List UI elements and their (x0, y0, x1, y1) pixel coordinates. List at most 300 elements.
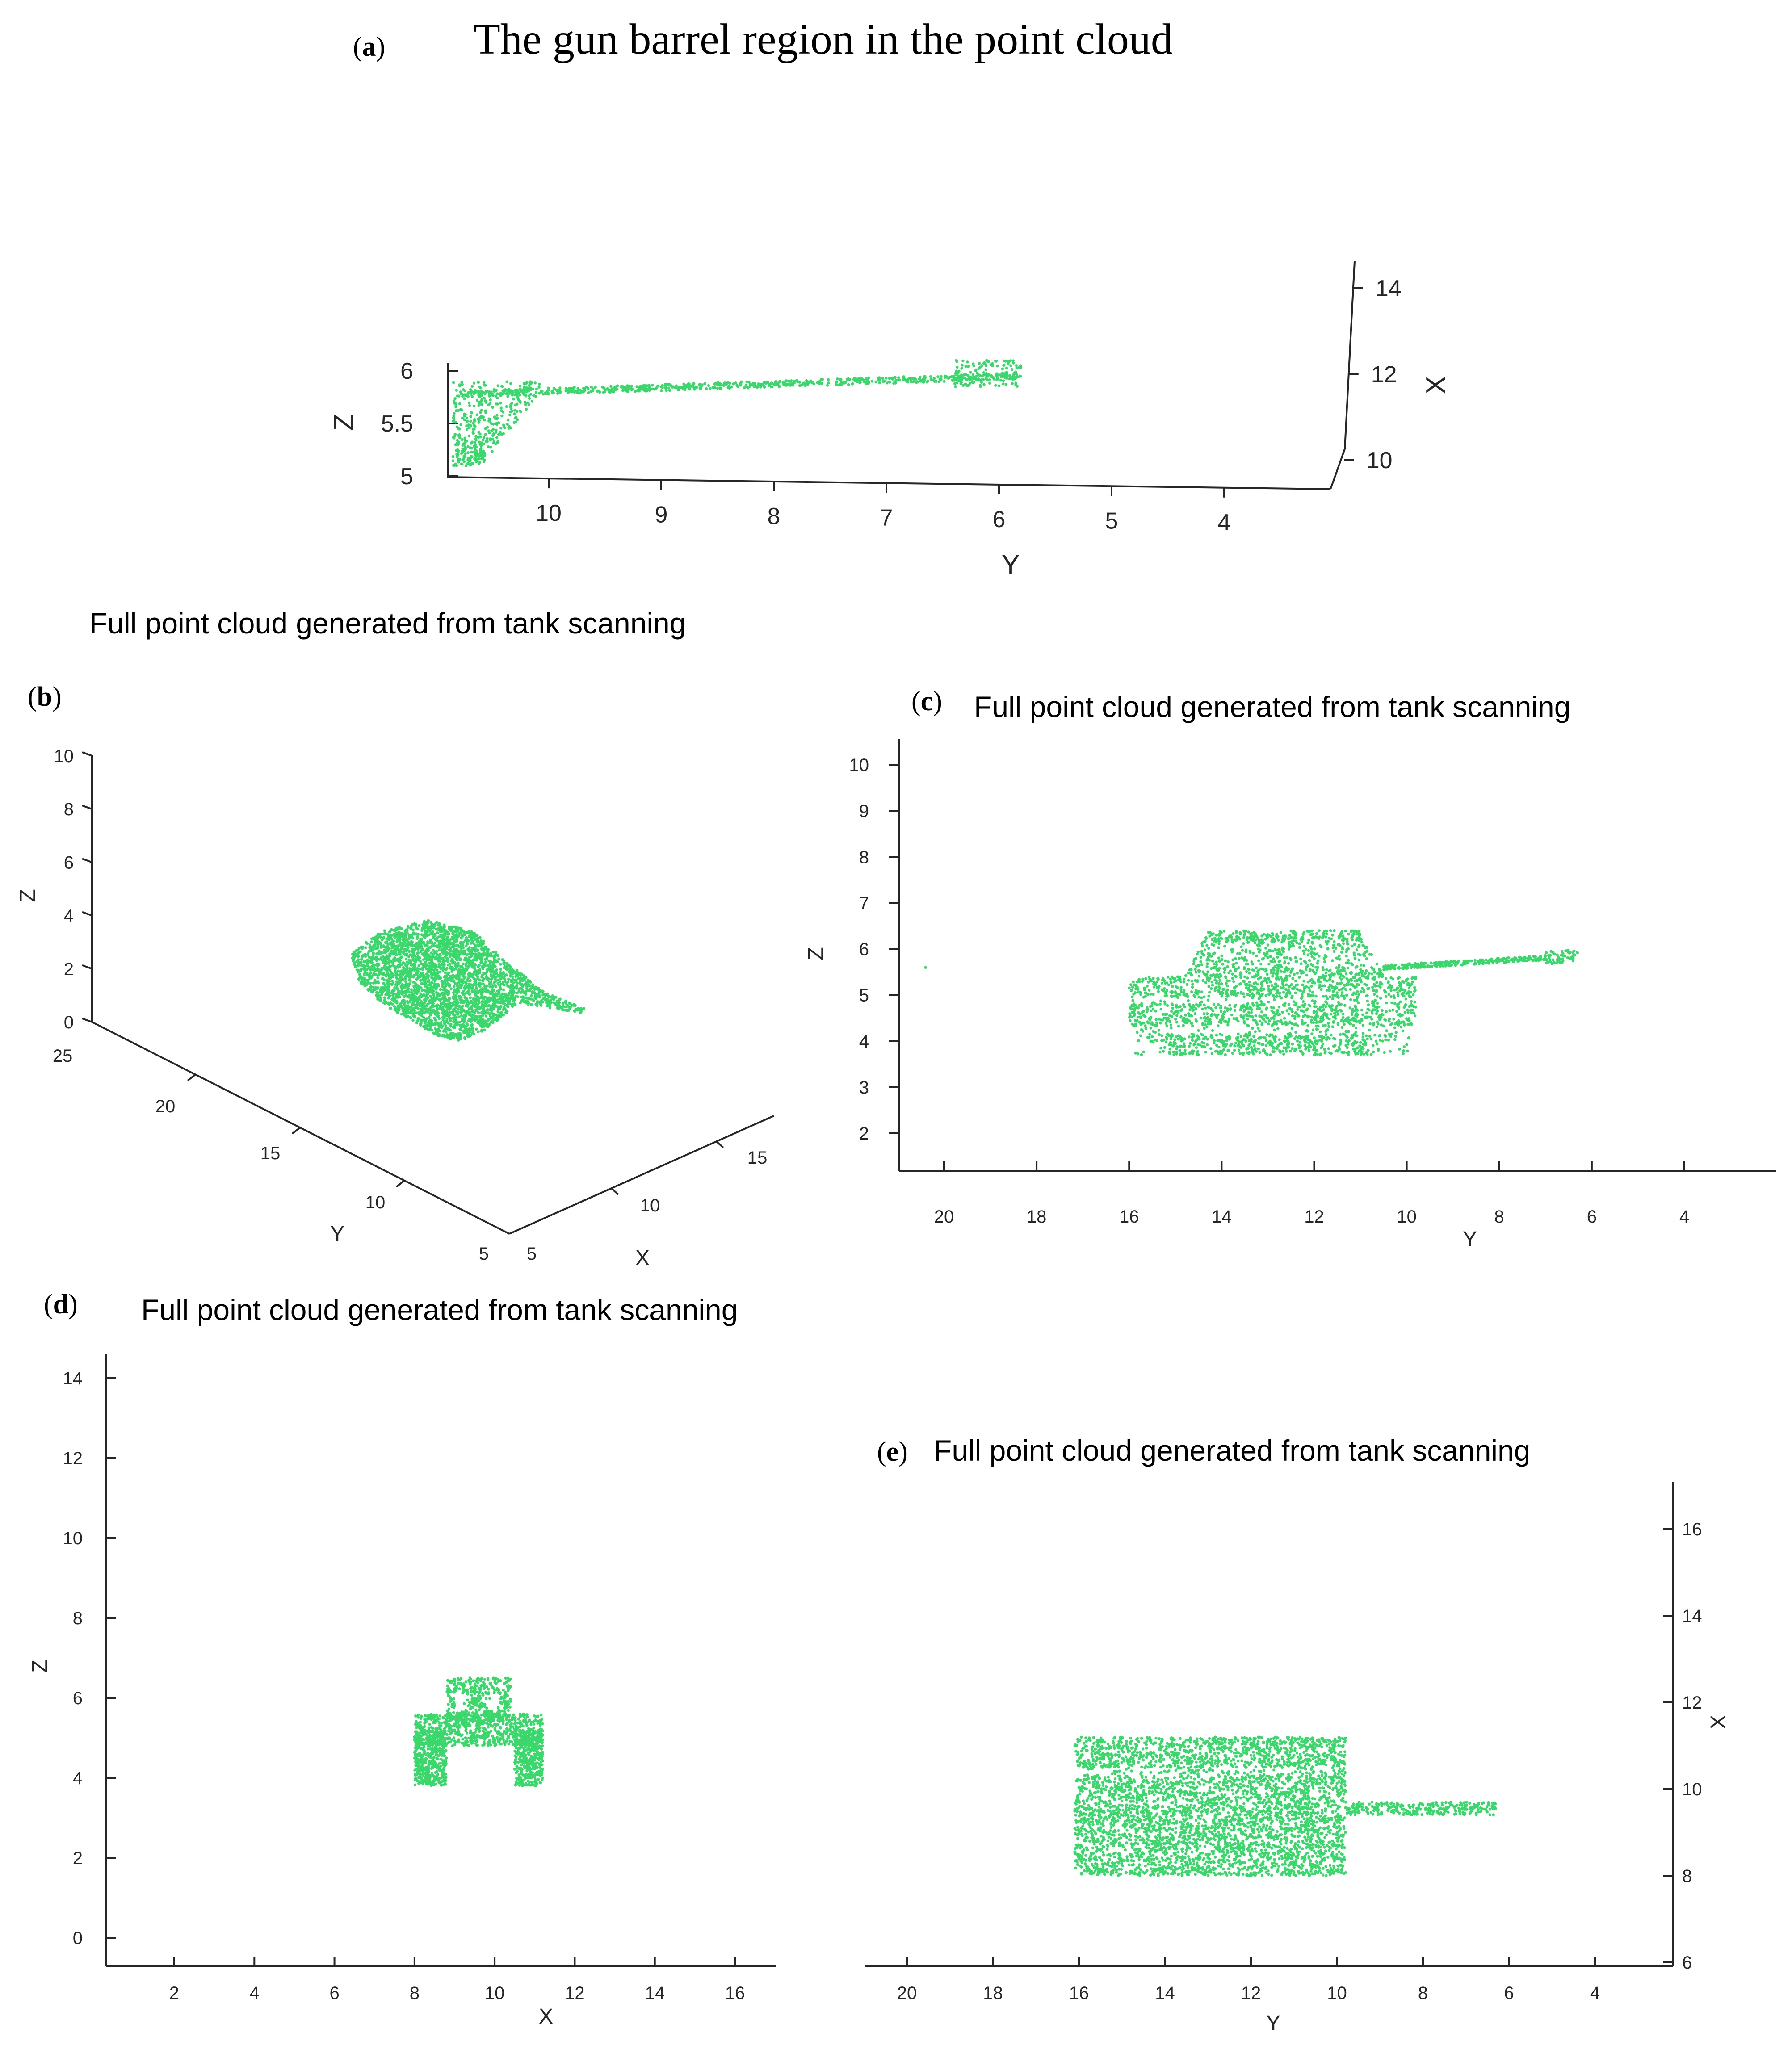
c-y-tick-label: 18 (1026, 1207, 1047, 1227)
a-point (555, 389, 558, 391)
b-point (383, 965, 386, 968)
b-point (464, 996, 466, 999)
b-point (367, 952, 369, 955)
b-point (445, 931, 448, 934)
b-point (430, 968, 432, 971)
b-point (509, 972, 512, 975)
a-point (464, 440, 466, 443)
a-point (489, 398, 492, 401)
b-point (465, 1011, 468, 1014)
a-point (857, 377, 860, 380)
b-point (499, 1005, 502, 1008)
b-point (413, 948, 416, 951)
a-point (473, 382, 475, 385)
b-point (473, 955, 476, 958)
a-point (839, 378, 842, 381)
a-y-tick-label: 4 (1217, 509, 1231, 536)
a-point (919, 376, 921, 378)
b-point (430, 965, 432, 968)
b-point (418, 924, 420, 927)
a-point (761, 383, 764, 386)
b-point (375, 952, 378, 955)
b-point (380, 956, 383, 959)
a-point (514, 389, 517, 392)
b-point (489, 985, 491, 988)
b-point (434, 972, 436, 975)
b-point (432, 963, 435, 966)
a-point (483, 443, 485, 445)
b-point (379, 989, 382, 992)
b-point (471, 959, 474, 962)
b-point (393, 986, 396, 989)
b-point (501, 958, 504, 961)
a-point (961, 360, 964, 362)
b-point (424, 1022, 426, 1024)
b-point (385, 975, 387, 977)
b-point (435, 937, 438, 940)
b-point (405, 954, 408, 956)
b-point (414, 997, 416, 999)
a-point (1003, 364, 1005, 366)
b-point (500, 994, 503, 997)
b-point (409, 979, 411, 982)
b-z-tick-label: 10 (54, 746, 74, 766)
b-point (403, 984, 406, 986)
b-point (456, 962, 459, 965)
b-point (372, 955, 374, 958)
b-point (398, 1006, 401, 1008)
a-point (462, 388, 465, 391)
a-y-tick-label: 5 (1105, 508, 1118, 534)
b-point (377, 981, 380, 984)
b-point (373, 965, 375, 968)
a-point (499, 402, 502, 404)
b-point (456, 929, 459, 932)
b-point (511, 1003, 513, 1006)
a-point (483, 397, 486, 399)
b-point (439, 955, 441, 958)
b-point (462, 951, 465, 954)
b-point (538, 994, 541, 997)
b-point (441, 985, 444, 987)
b-point (506, 1000, 509, 1002)
a-point (456, 439, 459, 442)
a-point (963, 377, 966, 379)
a-z-axis-title: Z (328, 414, 359, 431)
a-point (722, 384, 725, 387)
b-point (506, 963, 509, 966)
a-point (494, 395, 497, 398)
a-point (502, 432, 505, 435)
c-z-tick-label: 7 (859, 893, 869, 914)
a-point (783, 381, 786, 383)
b-point (423, 935, 425, 938)
a-point (473, 405, 475, 407)
b-point (438, 963, 441, 966)
a-point (464, 446, 466, 449)
b-point (441, 1009, 444, 1011)
b-point (465, 1004, 467, 1007)
b-point (445, 989, 448, 992)
a-point (462, 457, 465, 460)
a-point (821, 378, 824, 381)
b-point (443, 1000, 446, 1002)
a-point (525, 381, 528, 384)
a-point (719, 386, 722, 389)
a-point (665, 388, 667, 391)
b-point (415, 986, 418, 989)
b-z-tick (82, 912, 92, 916)
b-point (499, 972, 502, 975)
a-point (458, 402, 461, 405)
b-point (399, 932, 402, 934)
a-point (895, 379, 898, 382)
a-point (473, 451, 475, 453)
b-point (374, 973, 377, 976)
b-point (520, 1000, 523, 1003)
a-point (933, 377, 936, 380)
b-x-tick-label: 15 (747, 1148, 768, 1168)
a-point (995, 374, 998, 377)
a-point (594, 386, 597, 389)
b-point (523, 983, 526, 985)
b-point (476, 997, 478, 1000)
b-point (436, 1003, 439, 1006)
b-point (394, 996, 397, 999)
a-point (881, 377, 884, 380)
c-point (1339, 1033, 1342, 1036)
b-point (439, 1023, 442, 1026)
b-point (497, 998, 500, 1001)
b-point (439, 988, 442, 991)
b-point (383, 929, 386, 932)
b-point (490, 1010, 493, 1012)
b-point (462, 1002, 465, 1004)
b-point (445, 1031, 447, 1033)
b-point (567, 1009, 569, 1011)
a-point (474, 448, 477, 451)
b-point (429, 1006, 432, 1009)
b-point (434, 999, 436, 1002)
b-point (442, 960, 445, 963)
a-x-axis-line (1345, 261, 1355, 449)
a-point (826, 384, 829, 386)
b-point (445, 938, 448, 940)
b-point (430, 941, 433, 943)
b-point (396, 983, 399, 986)
b-point (423, 922, 426, 925)
a-point (651, 384, 654, 386)
a-point (499, 393, 502, 395)
a-point (1012, 372, 1015, 375)
a-point (495, 431, 497, 434)
a-point (475, 451, 478, 454)
a-point (459, 408, 462, 411)
a-point (902, 376, 905, 378)
a-point (499, 431, 502, 433)
a-point (464, 413, 467, 415)
c-point (1325, 1033, 1327, 1036)
a-point (524, 401, 526, 403)
b-point (474, 973, 477, 976)
b-point (380, 993, 383, 996)
b-point (411, 948, 413, 951)
c-z-tick-label: 2 (859, 1124, 869, 1144)
b-point (490, 993, 492, 995)
a-point (921, 378, 924, 381)
b-point (357, 964, 360, 967)
b-point (443, 925, 445, 927)
b-point (483, 946, 486, 949)
b-point (385, 961, 387, 964)
b-point (460, 1014, 463, 1017)
a-y-tick-label: 10 (536, 500, 562, 527)
b-point (499, 988, 502, 990)
a-point (912, 380, 915, 383)
b-point (396, 981, 399, 983)
panel-a-letter: (a) (353, 32, 386, 62)
b-point (457, 1011, 460, 1014)
b-z-tick-label: 2 (63, 959, 74, 979)
b-point (502, 989, 505, 991)
b-point (487, 948, 490, 951)
b-point (376, 967, 379, 970)
b-point (411, 937, 414, 939)
a-x-axis-title: X (1421, 376, 1452, 394)
b-point (374, 988, 377, 990)
a-point (538, 383, 541, 386)
b-point (421, 1019, 424, 1022)
b-point (412, 958, 415, 960)
b-point (405, 964, 407, 966)
b-point (387, 983, 390, 986)
a-point (774, 381, 776, 384)
b-point (523, 977, 525, 980)
b-point (407, 1006, 410, 1009)
a-point (457, 461, 460, 463)
c-point (1269, 1053, 1272, 1056)
b-point (403, 932, 406, 935)
c-y-tick-label: 4 (1679, 1207, 1690, 1227)
a-point (878, 379, 881, 381)
a-point (793, 381, 796, 384)
b-point (459, 986, 462, 989)
b-point (378, 973, 380, 976)
a-point (692, 386, 695, 389)
b-point (458, 968, 461, 971)
b-point (420, 1003, 422, 1006)
b-point (496, 1010, 499, 1013)
b-y-tick (292, 1127, 300, 1134)
b-point (462, 1023, 465, 1026)
a-point (474, 425, 476, 428)
a-point (878, 381, 881, 384)
a-point (783, 384, 786, 386)
b-point (474, 1018, 476, 1020)
a-point (805, 379, 808, 382)
c-z-tick-label: 5 (859, 985, 869, 1006)
a-point (919, 378, 921, 381)
b-point (470, 1005, 473, 1008)
b-point (448, 998, 450, 1001)
a-point (506, 380, 508, 383)
b-point (419, 944, 422, 947)
c-point (1310, 985, 1313, 988)
b-point (505, 974, 508, 976)
b-point (435, 955, 437, 958)
b-point (459, 931, 462, 934)
a-point (477, 418, 479, 421)
b-point (439, 967, 442, 970)
b-point (499, 981, 501, 983)
c-point (1214, 1006, 1217, 1009)
a-point (467, 395, 470, 398)
a-point (1002, 382, 1004, 385)
a-point (496, 402, 499, 405)
b-point (416, 1020, 419, 1022)
b-point (481, 1014, 484, 1017)
a-point (469, 420, 472, 423)
panel-c-points (924, 929, 1579, 1056)
b-point (374, 981, 377, 984)
a-point (507, 419, 509, 421)
b-point (488, 980, 491, 983)
a-point (986, 375, 989, 377)
b-point (516, 971, 519, 974)
b-point (461, 978, 463, 981)
c-point (1393, 1038, 1396, 1041)
b-point (490, 978, 493, 981)
b-point (474, 946, 477, 948)
b-point (357, 958, 360, 961)
b-point (474, 1009, 477, 1011)
a-point (798, 381, 801, 383)
b-point (478, 985, 481, 988)
a-point (1012, 361, 1015, 364)
b-point (428, 970, 431, 973)
b-point (485, 957, 488, 960)
b-point (360, 946, 363, 948)
b-point (474, 978, 477, 981)
b-point (452, 1020, 455, 1023)
b-point (490, 1007, 493, 1010)
b-point (491, 998, 493, 1001)
b-point (378, 999, 381, 1002)
b-point (402, 966, 405, 969)
b-point (443, 1028, 446, 1031)
b-point (494, 993, 496, 996)
a-point (461, 383, 464, 386)
a-point (883, 380, 886, 382)
b-point (366, 942, 369, 945)
b-point (434, 976, 436, 979)
b-z-tick-label: 6 (63, 853, 74, 873)
a-point (513, 409, 516, 411)
b-point (455, 944, 457, 947)
a-point (803, 381, 806, 384)
a-point (982, 383, 985, 386)
b-point (365, 968, 368, 971)
a-point (614, 386, 617, 389)
b-point (486, 990, 488, 993)
a-point (770, 381, 773, 384)
b-point (447, 1029, 449, 1031)
a-point (980, 364, 983, 367)
b-point (536, 1003, 538, 1006)
b-z-tick (82, 752, 92, 756)
a-point (508, 414, 511, 416)
b-z-tick (82, 1018, 92, 1022)
b-point (547, 995, 550, 997)
b-point (482, 989, 484, 991)
b-point (363, 966, 366, 968)
b-y-tick-label: 25 (52, 1046, 73, 1066)
a-point (979, 385, 982, 388)
b-point (362, 979, 365, 982)
b-point (374, 938, 377, 940)
b-point (432, 990, 435, 993)
b-point (427, 919, 430, 922)
a-point (1001, 372, 1004, 374)
b-point (483, 963, 486, 965)
b-point (465, 959, 467, 962)
a-point (470, 411, 473, 414)
b-point (426, 976, 428, 978)
a-point (961, 378, 963, 381)
a-point (469, 424, 472, 427)
b-point (515, 984, 518, 987)
b-point (405, 993, 407, 995)
b-point (492, 1004, 495, 1006)
b-point (374, 947, 377, 950)
a-z-tick-label: 5 (400, 464, 413, 490)
b-point (453, 979, 455, 982)
b-point (406, 1000, 409, 1003)
b-point (386, 942, 388, 944)
b-point (415, 1006, 418, 1009)
a-point (935, 380, 937, 383)
b-point (522, 991, 525, 993)
b-point (430, 951, 432, 954)
b-point (470, 1001, 473, 1004)
b-point (477, 1030, 479, 1033)
b-point (554, 1002, 557, 1004)
a-point (453, 419, 455, 422)
b-point (480, 976, 483, 978)
b-z-tick (82, 965, 92, 969)
panel-b-title: Full point cloud generated from tank scanning (89, 607, 686, 640)
b-point (383, 932, 386, 935)
b-point (485, 1009, 487, 1012)
a-point (609, 385, 612, 388)
b-point (386, 979, 389, 981)
a-point (948, 376, 951, 378)
b-point (364, 960, 367, 963)
a-point (763, 386, 766, 389)
a-point (493, 388, 495, 391)
b-point (366, 964, 369, 967)
b-point (482, 1008, 485, 1010)
b-point (380, 972, 383, 975)
b-point (426, 989, 429, 992)
b-point (430, 973, 433, 976)
b-point (434, 1027, 436, 1030)
b-point (437, 1012, 440, 1014)
a-point (501, 385, 504, 388)
b-point (466, 968, 468, 971)
b-point (420, 992, 422, 995)
b-point (478, 979, 481, 981)
